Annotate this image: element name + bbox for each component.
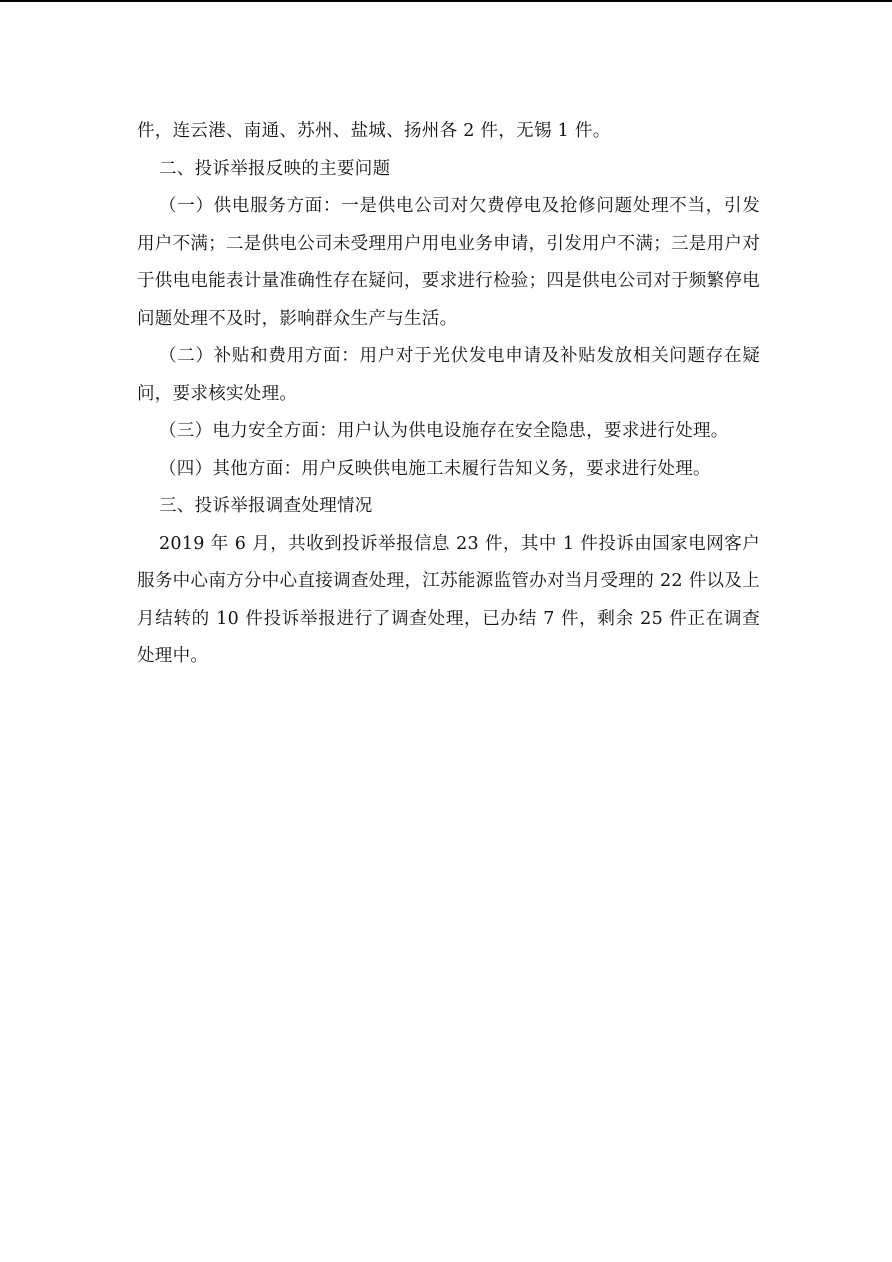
section-heading-investigation: 三、投诉举报调查处理情况: [159, 496, 373, 516]
paragraph-continuation: 件，连云港、南通、苏州、盐城、扬州各 2 件，无锡 1 件。: [137, 121, 611, 141]
document-body: [137, 113, 760, 676]
section-heading-main-issues: 二、投诉举报反映的主要问题: [159, 158, 391, 179]
paragraph-subsidy-and-fees: （二）补贴和费用方面：用户对于光伏发电申请及补贴发放相关问题存在疑问，要求核实处理。: [137, 346, 760, 404]
paragraph-investigation-summary: 2019 年 6 月，共收到投诉举报信息 23 件，其中 1 件投诉由国家电网客户服务中心南方分中心直接调查处理，江苏能源监管办对当月受理的 22 件以及上月结转的 10 件投诉举报进行了调查处理，已办结 7 件，剩余 25 件正在调查处理中。: [137, 533, 760, 666]
paragraph-other-aspects: （四）其他方面：用户反映供电施工未履行告知义务，要求进行处理。: [159, 458, 711, 479]
paragraph-power-supply-service: （一）供电服务方面：一是供电公司对欠费停电及抢修问题处理不当，引发用户不满；二是供电公司未受理用户用电业务申请，引发用户不满；三是用户对于供电电能表计量准确性存在疑问，要求进行检验；四是供电公司对于频繁停电问题处理不及时，影响群众生产与生活。: [137, 196, 760, 329]
paragraph-electric-safety: （三）电力安全方面：用户认为供电设施存在安全隐患，要求进行处理。: [159, 421, 729, 441]
page-top-border: [0, 0, 892, 2]
